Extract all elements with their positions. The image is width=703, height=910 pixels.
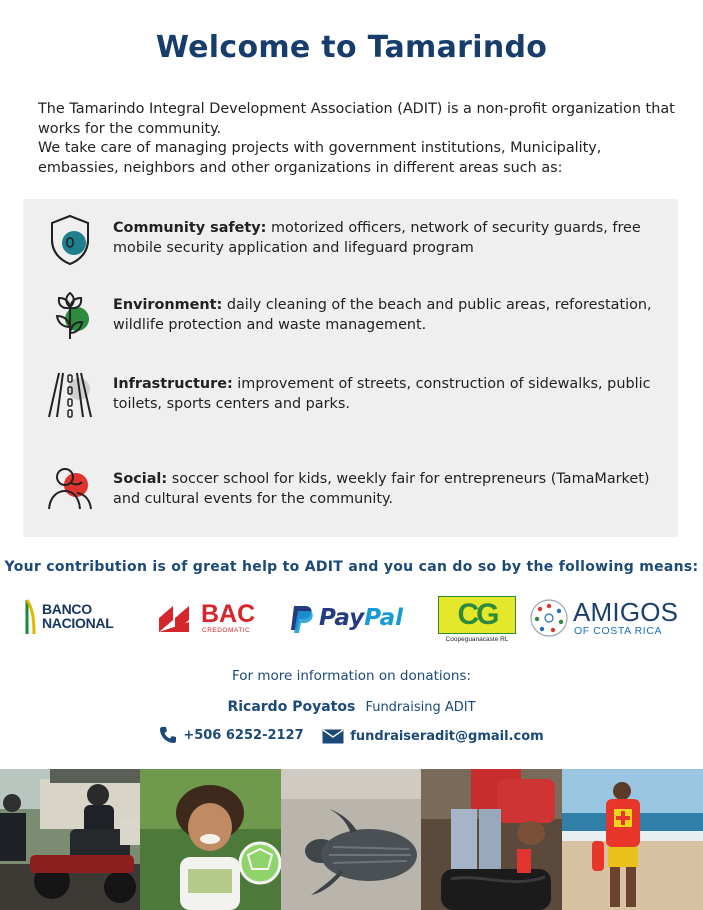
beach-cleaning-photo bbox=[421, 769, 562, 910]
people-icon bbox=[45, 463, 95, 517]
coope-letters: CG bbox=[457, 598, 497, 631]
contribution-heading: Your contribution is of great help to ADIT and you can do so by the following means: bbox=[4, 559, 699, 575]
area-description: daily cleaning of the beach and public areas, reforestation, wildlife protection and waste management. bbox=[113, 297, 652, 333]
intro-line-1: The Tamarindo Integral Development Association (ADIT) is a non-profit organization that works for the community. bbox=[38, 101, 675, 137]
donation-info: For more information on donations: bbox=[231, 668, 472, 684]
sea-turtle-photo bbox=[281, 769, 421, 910]
phone-contact[interactable] bbox=[159, 726, 303, 744]
motorized-officers-photo bbox=[0, 769, 140, 910]
bac-credomatic-logo[interactable] bbox=[157, 602, 257, 638]
area-text bbox=[113, 375, 663, 414]
road-icon bbox=[45, 369, 95, 423]
bac-text: BAC bbox=[201, 600, 256, 628]
paypal-logo[interactable] bbox=[289, 602, 419, 638]
contact-role: Fundraising ADIT bbox=[365, 700, 476, 715]
lifeguard-photo bbox=[562, 769, 703, 910]
area-heading: Environment: bbox=[113, 297, 223, 313]
contact-person bbox=[0, 699, 703, 715]
donation-logos bbox=[0, 592, 703, 652]
leaf-flower-icon bbox=[45, 289, 95, 343]
coope-badge bbox=[438, 596, 516, 634]
banco-line-1: BANCO bbox=[42, 601, 92, 617]
area-description: motorized officers, network of security guards, free mobile security application and lifeguard program bbox=[113, 220, 641, 256]
amigos-costa-rica-logo[interactable] bbox=[529, 598, 681, 642]
banco-line-2: NACIONAL bbox=[42, 615, 114, 631]
photo-strip bbox=[0, 769, 703, 910]
coope-caption: Coopeguanacaste RL bbox=[445, 636, 509, 643]
area-text bbox=[113, 470, 663, 509]
area-text bbox=[113, 219, 663, 258]
paypal-pal: Pal bbox=[364, 605, 403, 631]
areas-panel bbox=[23, 199, 678, 537]
page-title: Welcome to Tamarindo bbox=[155, 30, 548, 65]
area-heading: Infrastructure: bbox=[113, 376, 233, 392]
area-heading: Community safety: bbox=[113, 220, 267, 236]
paypal-wordmark bbox=[319, 604, 403, 632]
phone-icon bbox=[159, 726, 177, 744]
paypal-pay: Pay bbox=[319, 605, 365, 631]
area-description: improvement of streets, construction of sidewalks, public toilets, sports centers and parks. bbox=[113, 376, 651, 412]
intro-text bbox=[38, 100, 678, 178]
amigos-text: AMIGOS bbox=[573, 597, 679, 627]
costa-rica-text: OF COSTA RICA bbox=[574, 625, 663, 637]
contact-details bbox=[0, 726, 703, 748]
child-with-ball-photo bbox=[140, 769, 281, 910]
area-text bbox=[113, 296, 663, 335]
phone-number: +506 6252-2127 bbox=[183, 727, 304, 743]
envelope-icon bbox=[322, 729, 344, 744]
shield-icon bbox=[45, 213, 95, 267]
coopeguanacaste-logo[interactable] bbox=[438, 596, 516, 648]
email-address: fundraiseradit@gmail.com bbox=[350, 729, 544, 744]
banco-nacional-logo[interactable] bbox=[24, 598, 134, 638]
area-description: soccer school for kids, weekly fair for entrepreneurs (TamaMarket) and cultural events for the community. bbox=[113, 471, 650, 507]
email-contact[interactable] bbox=[322, 729, 543, 744]
intro-line-2: We take care of managing projects with government institutions, Municipality, embassies, neighbors and other organizations in different areas such as: bbox=[38, 140, 602, 176]
contact-name: Ricardo Poyatos bbox=[227, 699, 356, 715]
credomatic-text: CREDOMATIC bbox=[202, 627, 251, 634]
area-heading: Social: bbox=[113, 471, 168, 487]
